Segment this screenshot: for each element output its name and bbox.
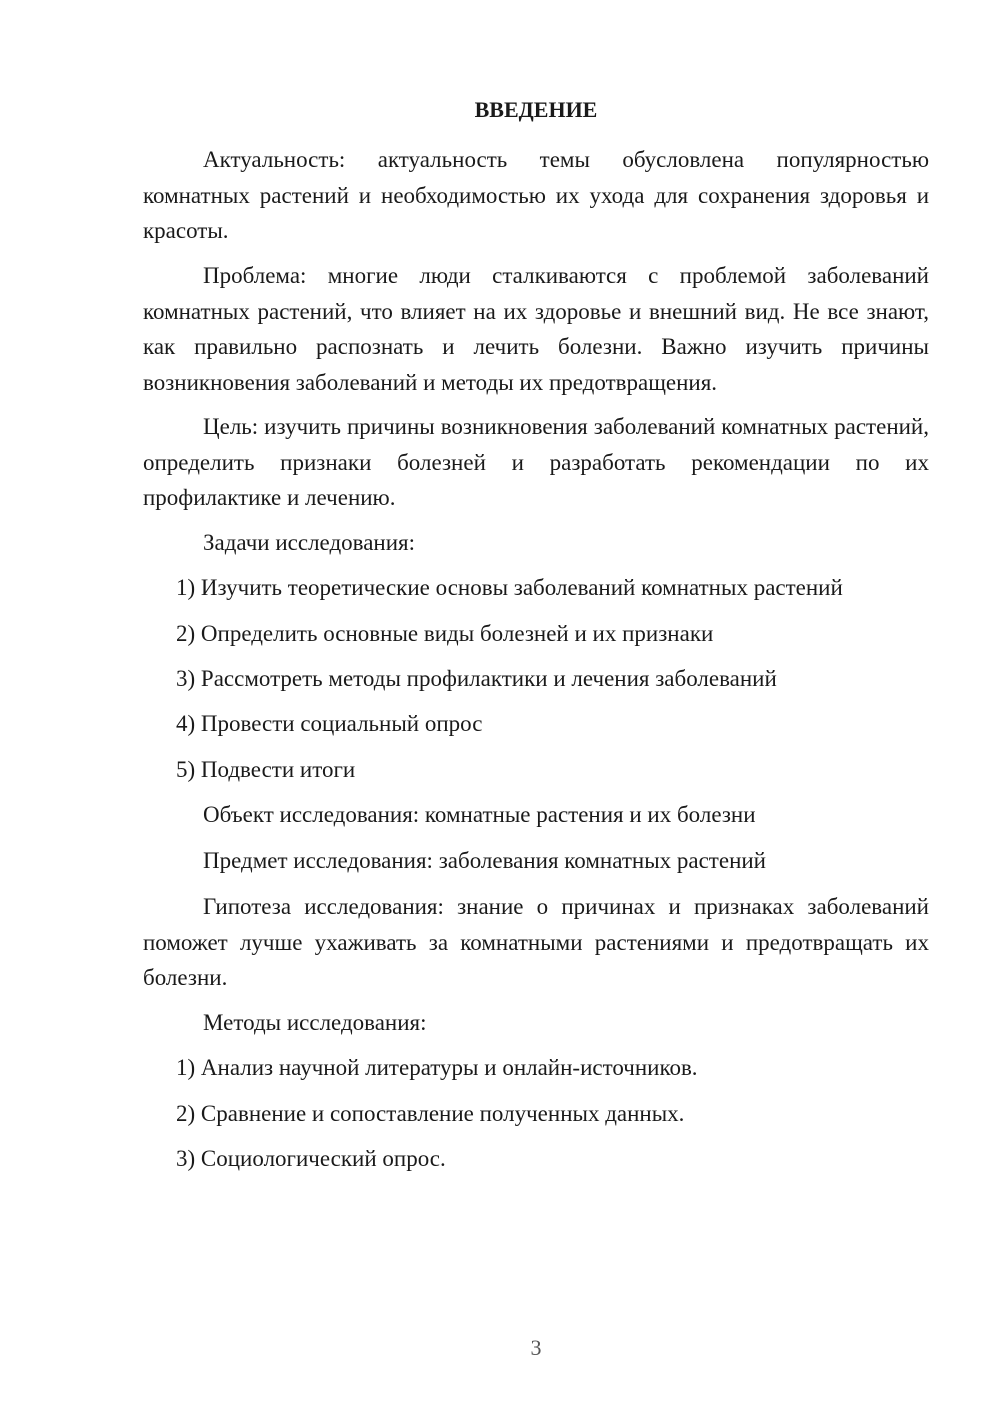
method-item-2: 2) Сравнение и сопоставление полученных данных. [176,1101,685,1126]
hypothesis-paragraph: Гипотеза исследования: знание о причинах и признаках заболеваний поможет лучше ухаживать за комнатными растениями и предотвращать их болезни. [143,894,929,990]
task-item-4: 4) Провести социальный опрос [176,711,483,736]
goal-paragraph: Цель: изучить причины возникновения заболеваний комнатных растений, определить признаки болезней и разработать рекомендации по их профилактике и лечению. [143,414,929,510]
task-item-2: 2) Определить основные виды болезней и их признаки [176,621,714,646]
research-subject: Предмет исследования: заболевания комнатных растений [203,848,766,873]
method-item-3: 3) Социологический опрос. [176,1146,446,1171]
task-item-3: 3) Рассмотреть методы профилактики и лечения заболеваний [176,666,777,691]
method-item-1: 1) Анализ научной литературы и онлайн-источников. [176,1055,698,1080]
relevance-paragraph: Актуальность: актуальность темы обусловлена популярностью комнатных растений и необходимостью их ухода для сохранения здоровья и красоты. [143,147,929,243]
research-object: Объект исследования: комнатные растения и их болезни [203,802,756,827]
tasks-label: Задачи исследования: [203,530,416,555]
methods-label: Методы исследования: [203,1010,427,1035]
page-number: 3 [530,1335,542,1360]
task-item-1: 1) Изучить теоретические основы заболеваний комнатных растений [176,575,843,600]
problem-paragraph: Проблема: многие люди сталкиваются с проблемой заболеваний комнатных растений, что влияет на их здоровье и внешний вид. Не все знают, как правильно распознать и лечить болезни. Важно изучить причины возникновения заболеваний и методы их предотвращения. [143,263,929,395]
task-item-5: 5) Подвести итоги [176,757,356,782]
section-title: ВВЕДЕНИЕ [474,97,598,122]
